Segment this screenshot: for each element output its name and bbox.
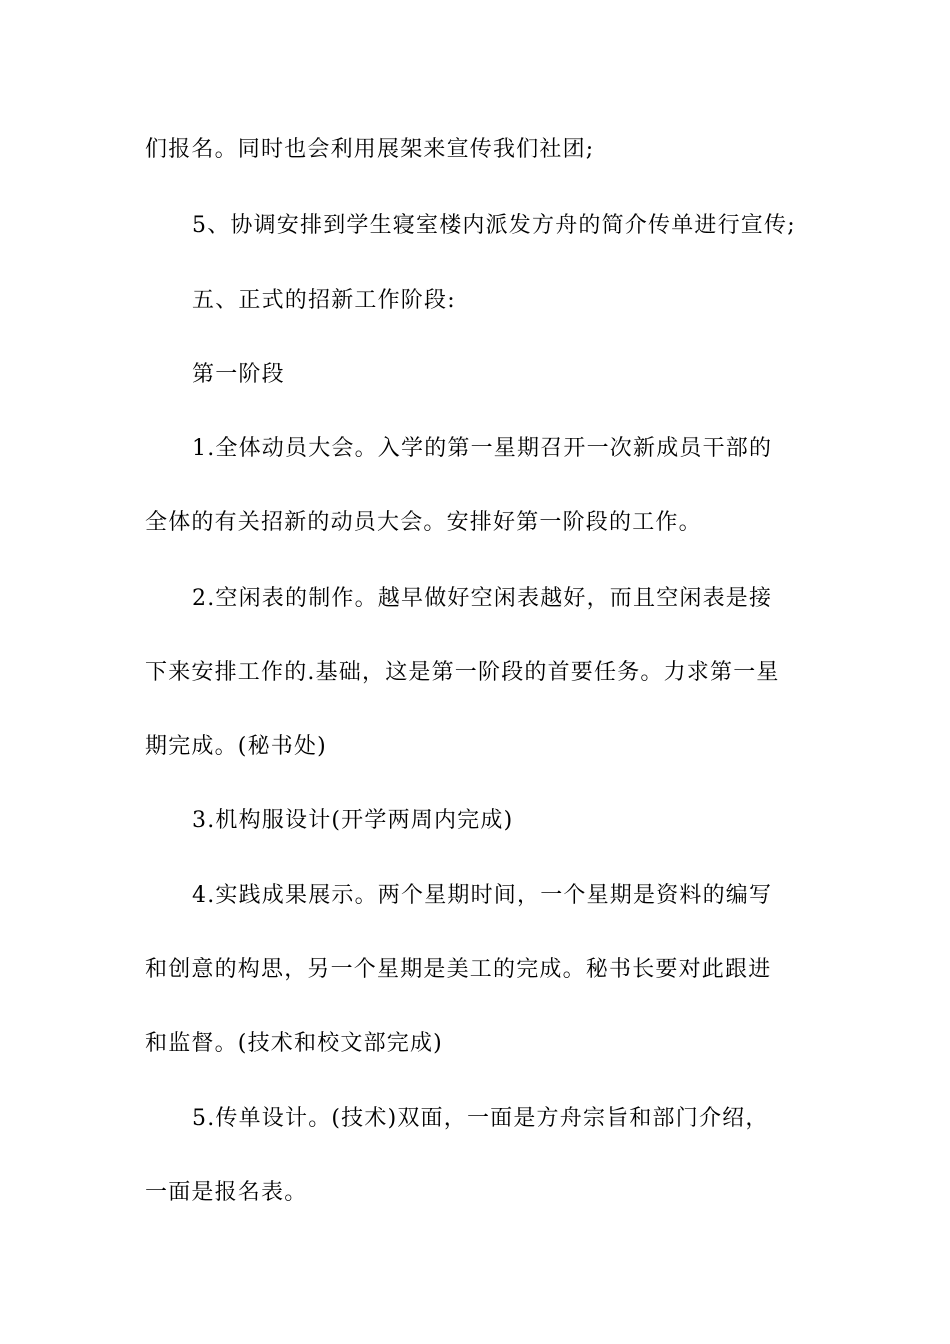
text-line: 下来安排工作的.基础，这是第一阶段的首要任务。力求第一星 [145, 660, 780, 685]
list-item-3: 3.机构服设计(开学两周内完成) [192, 808, 514, 833]
text-line: 期完成。(秘书处) [145, 734, 327, 759]
subsection-heading: 第一阶段 [192, 362, 285, 387]
list-item-5-publicity: 5、协调安排到学生寝室楼内派发方舟的简介传单进行宣传; [192, 213, 796, 238]
list-item-1: 1.全体动员大会。入学的第一星期召开一次新成员干部的 [192, 436, 773, 461]
text-line: 和创意的构思，另一个星期是美工的完成。秘书长要对此跟进 [145, 957, 772, 982]
text-line: 们报名。同时也会利用展架来宣传我们社团; [145, 137, 595, 162]
list-item-4: 4.实践成果展示。两个星期时间，一个星期是资料的编写 [192, 883, 773, 908]
section-heading: 五、正式的招新工作阶段: [192, 288, 456, 313]
text-line: 一面是报名表。 [145, 1180, 308, 1205]
text-line: 全体的有关招新的动员大会。安排好第一阶段的工作。 [145, 510, 702, 535]
list-item-5: 5.传单设计。(技术)双面，一面是方舟宗旨和部门介绍， [192, 1106, 769, 1131]
list-item-2: 2.空闲表的制作。越早做好空闲表越好，而且空闲表是接 [192, 586, 773, 611]
text-line: 和监督。(技术和校文部完成) [145, 1031, 443, 1056]
